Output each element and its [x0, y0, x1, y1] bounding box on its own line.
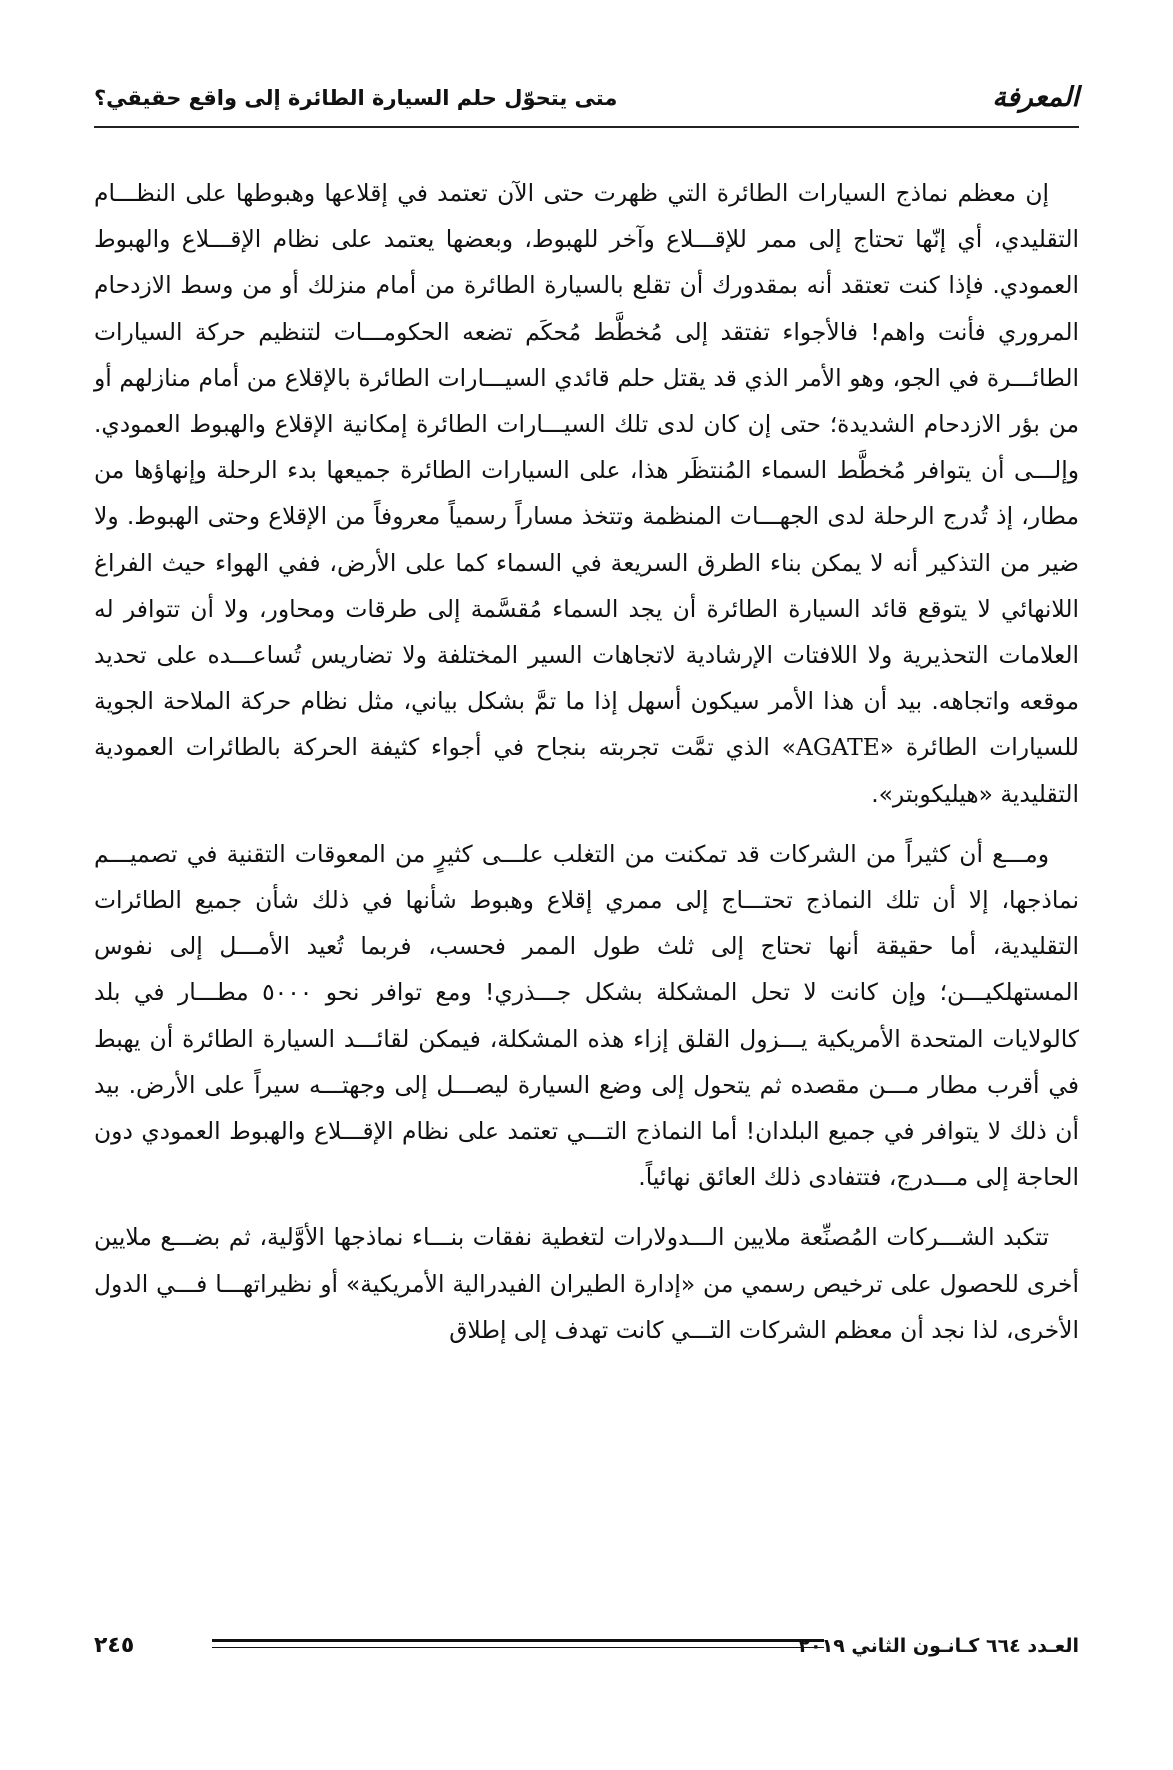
page-number: ٢٤٥	[94, 1633, 135, 1658]
agate-term: AGATE	[795, 733, 880, 762]
header-divider	[94, 126, 1079, 128]
page-header	[94, 80, 1079, 120]
paragraph-1-text-b: » الذي تمَّت تجربته بنجاح في أجواء كثيفة الحركة بالطائرات العمودية التقليدية «هيليكوبتر».	[94, 733, 1079, 808]
magazine-logo: المعرفة	[992, 82, 1079, 113]
paragraph-1	[94, 170, 1079, 817]
paragraph-3: تتكبد الشـــركات المُصنِّعة ملايين الـــدولارات لتغطية نفقات بنـــاء نماذجها الأوَّلية، ثم بضـــع ملايين أخرى للحصول على ترخيص رسمي من «إدارة الطيران الفيدرالية الأمريكية» أو نظيراتهـــا فـــي الدول الأخرى، لذا نجد أن معظم الشركات التـــي كانت تهدف إلى إطلاق	[94, 1223, 1079, 1344]
issue-info: العـدد ٦٦٤ كـانـون الثاني ٢٠١٩	[798, 1635, 1079, 1657]
paragraph-2: ومـــع أن كثيراً من الشركات قد تمكنت من التغلب علـــى كثيرٍ من المعوقات التقنية في تصميـــم نماذجها، إلا أن تلك النماذج تحتـــاج إلى ممري إقلاع وهبوط شأنها في ذلك شأن جميع الطائرات التقليدية، أما حقيقة أنها تحتاج إلى ثلث طول الممر فحسب، فربما تُعيد الأمـــل إلى نفوس المستهلكيـــن؛ وإن كانت لا تحل المشكلة بشكل جـــذري! ومع توافر نحو ٥٠٠٠ مطـــار في بلد كالولايات المتحدة الأمريكية يـــزول القلق إزاء هذه المشكلة، فيمكن لقائـــد السيارة الطائرة أن يهبط في أقرب مطار مـــن مقصده ثم يتحول إلى وضع السيارة ليصـــل إلى وجهتـــه سيراً على الأرض. بيد أن ذلك لا يتوافر في جميع البلدان! أما النماذج التـــي تعتمد على نظام الإقـــلاع والهبوط العمودي دون الحاجة إلى مـــدرج، فتتفادى ذلك العائق نهائياً.	[94, 839, 1079, 1192]
page-footer	[94, 1633, 1079, 1663]
article-body	[94, 170, 1079, 1367]
footer-divider	[212, 1639, 824, 1649]
paragraph-1-text-a: إن معظم نماذج السيارات الطائرة التي ظهرت حتى الآن تعتمد في إقلاعها وهبوطها على النظـــام التقليدي، أي إنّها تحتاج إلى ممر للإقـــلاع وآخر للهبوط، وبعضها يعتمد على نظام الإقـــلاع والهبوط العمودي. فإذا كنت تعتقد أنه بمقدورك أن تقلع بالسيارة الطائرة من أمام منزلك أو من وسط الازدحام المروري فأنت واهم! فالأجواء تفتقد إلى مُخطَّط مُحكَم تضعه الحكومـــات لتنظيم حركة السيارات الطائـــرة في الجو، وهو الأمر الذي قد يقتل حلم قائدي السيـــارات الطائرة بالإقلاع من أمام منازلهم أو من بؤر الازدحام الشديدة؛ حتى إن كان لدى تلك السيـــارات الطائرة إمكانية الإقلاع والهبوط العمودي. وإلـــى أن يتوافر مُخطَّط السماء المُنتظَر هذا، على السيارات الطائرة جميعها بدء الرحلة وإنهاؤها من مطار، إذ تُدرج الرحلة لدى الجهـــات المنظمة وتتخذ مساراً رسمياً معروفاً من الإقلاع وحتى الهبوط. ولا ضير من التذكير أنه لا يمكن بناء الطرق السريعة في السماء كما على الأرض، ففي الهواء حيث الفراغ اللانهائي لا يتوقع قائد السيارة الطائرة أن يجد السماء مُقسَّمة إلى طرقات ومحاور، ولا أن تتوافر له العلامات التحذيرية ولا اللافتات الإرشادية لاتجاهات السير المختلفة ولا تضاريس تُساعـــده على تحديد موقعه واتجاهه. بيد أن هذا الأمر سيكون أسهل إذا ما تمَّ بشكل بياني، مثل نظام حركة الملاحة الجوية للسيارات الطائرة «	[94, 179, 1079, 762]
running-title: متى يتحوّل حلم السيارة الطائرة إلى واقع حقيقي؟	[94, 86, 618, 110]
